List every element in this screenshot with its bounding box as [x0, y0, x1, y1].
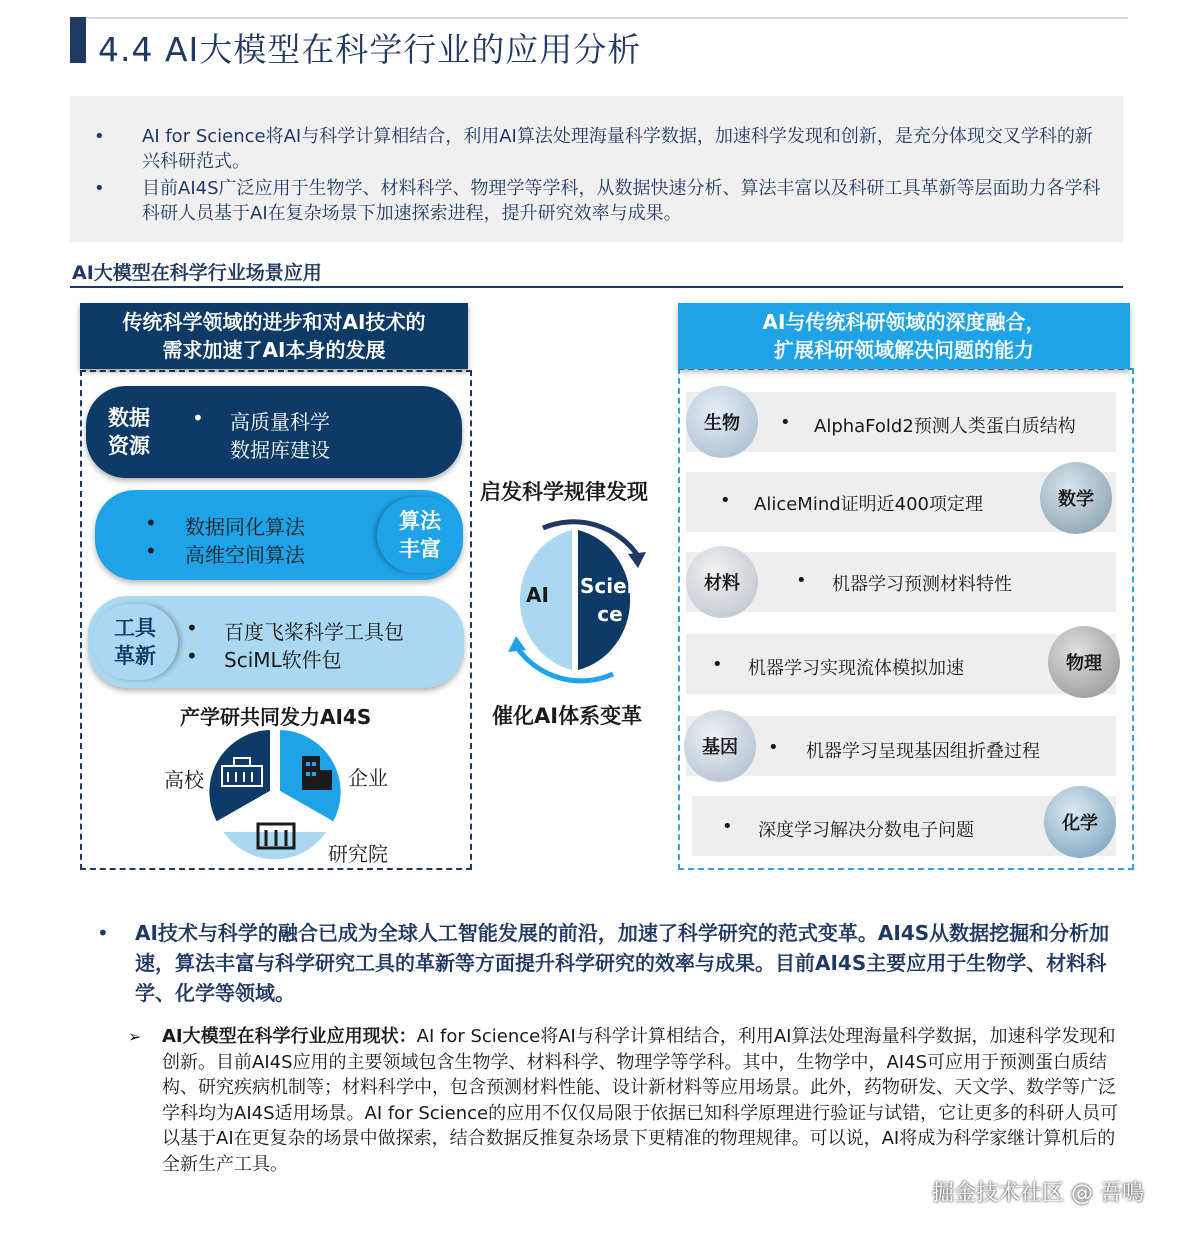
bottom-summary-paragraph: AI技术与科学的融合已成为全球人工智能发展的前沿，加速了科学研究的范式变革。AI4S从数据挖掘和分析加速，算法丰富与科学研究工具的革新等方面提升科学研究的效率与成果。目前AI4S主要应用于生物学、材料科学、化学等领域。 — [135, 921, 1110, 1005]
center-bottom-label: 催化AI体系变革 — [492, 704, 643, 728]
pill-data-resources — [86, 386, 462, 478]
pie-label-institute: 研究院 — [328, 842, 388, 866]
section-rule — [70, 286, 1123, 288]
summary-bullet: • — [94, 178, 105, 199]
pill-item: SciML软件包 — [224, 648, 342, 672]
field-row-text: 机器学习预测材料特性 — [832, 574, 1012, 595]
pill-item: 百度飞桨科学工具包 — [224, 620, 404, 644]
center-top-label: 启发科学规律发现 — [480, 480, 648, 504]
pill-tools — [88, 596, 464, 688]
math-blackboard-icon: 数学 — [1040, 462, 1112, 534]
right-panel-header — [678, 303, 1130, 369]
right-header-line1: AI与传统科研领域的深度融合， — [762, 310, 1046, 334]
bottom-bullet: • — [97, 921, 109, 945]
chemistry-flask-icon: 化学 — [1044, 786, 1116, 858]
top-rule — [70, 17, 1128, 19]
pill-cap: 工具 革新 — [92, 604, 178, 680]
section-title: AI大模型在科学行业场景应用 — [72, 262, 322, 284]
bullet: • — [186, 644, 198, 668]
ai-science-cycle — [488, 506, 668, 696]
bullet: • — [720, 490, 731, 511]
detail-lead: AI大模型在科学行业应用现状： — [162, 1026, 417, 1047]
pill-item: 数据同化算法 — [185, 515, 305, 539]
bullet: • — [712, 654, 723, 675]
watermark: 掘金技术社区 @ 吾鳴 — [932, 1181, 1144, 1206]
science-half-label: Scien ce — [580, 574, 641, 626]
pie-title: 产学研共同发力AI4S — [180, 705, 372, 729]
bullet: • — [796, 570, 807, 591]
summary-item-2: 目前AI4S广泛应用于生物学、材料科学、物理学等学科，从数据快速分析、算法丰富以及科研工具革新等层面助力各学科科研人员基于AI在复杂场景下加速探索进程，提升研究效率与成果。 — [142, 178, 1101, 224]
gene-dna-icon: 基因 — [684, 710, 756, 782]
title-accent-bar — [70, 17, 86, 63]
pill-cap: 算法 丰富 — [377, 497, 463, 573]
arrow-bullet-icon: ➢ — [128, 1027, 142, 1046]
summary-box — [70, 96, 1123, 242]
pill-item: 数据库建设 — [230, 438, 330, 462]
ai-half-label: AI — [526, 583, 549, 607]
summary-item-1: AI for Science将AI与科学计算相结合，利用AI算法处理海量科学数据，加速科学发现和创新，是充分体现交叉学科的新兴科研范式。 — [142, 126, 1093, 172]
page-title: 4.4 AI大模型在科学行业的应用分析 — [98, 30, 642, 69]
left-header-line1: 传统科学领域的进步和对AI技术的 — [122, 310, 426, 334]
field-row-text: 机器学习实现流体模拟加速 — [748, 658, 964, 679]
bullet: • — [145, 511, 157, 535]
pill-item: 高质量科学 — [230, 410, 330, 434]
materials-sample-icon: 材料 — [686, 546, 758, 618]
left-panel-header — [80, 303, 468, 369]
pill-cap: 数据 资源 — [86, 394, 172, 470]
field-row-text: 机器学习呈现基因组折叠过程 — [806, 741, 1040, 762]
arrow-head-icon — [628, 552, 646, 568]
pie-label-enterprise: 企业 — [348, 766, 388, 790]
pill-algorithms — [95, 490, 463, 580]
biology-molecule-icon: 生物 — [686, 386, 758, 458]
left-header-line2: 需求加速了AI本身的发展 — [162, 338, 386, 362]
bullet: • — [145, 539, 157, 563]
arrow-head-icon — [508, 636, 526, 652]
detail-paragraph — [162, 1024, 1122, 1177]
pie-label-university: 高校 — [164, 768, 204, 792]
bullet: • — [722, 816, 733, 837]
bullet: • — [768, 737, 779, 758]
detail-text: AI for Science将AI与科学计算相结合，利用AI算法处理海量科学数据，加速科学发现和创新。目前AI4S应用的主要领域包含生物学、材料科学、物理学等学科。其中，生物学中，AI4S可应用于预测蛋白质结构、研究疾病机制等；材料科学中，包含预测材料性能、设计新材料等应用场景。此外，药物研发、天文学、数学等广泛学科均为AI4S适用场景。AI for Science的应用不仅仅局限于依据已知科学原理进行验证与试错，它让更多的科研人员可以基于AI在更复杂的场景中做探索，结合数据反推复杂场景下更精准的物理规律。可以说，AI将成为科学家继计算机后的全新生产工具。 — [162, 1026, 1119, 1175]
field-row-text: AlphaFold2预测人类蛋白质结构 — [814, 416, 1076, 437]
summary-bullet: • — [94, 126, 105, 147]
pill-item: 高维空间算法 — [185, 543, 305, 567]
bullet: • — [780, 412, 791, 433]
bullet: • — [192, 406, 204, 430]
right-header-line2: 扩展科研领域解决问题的能力 — [774, 338, 1034, 362]
physics-lab-icon: 物理 — [1048, 626, 1120, 698]
field-row-text: AliceMind证明近400项定理 — [754, 494, 984, 515]
field-row-text: 深度学习解决分数电子问题 — [758, 820, 974, 841]
bullet: • — [186, 616, 198, 640]
